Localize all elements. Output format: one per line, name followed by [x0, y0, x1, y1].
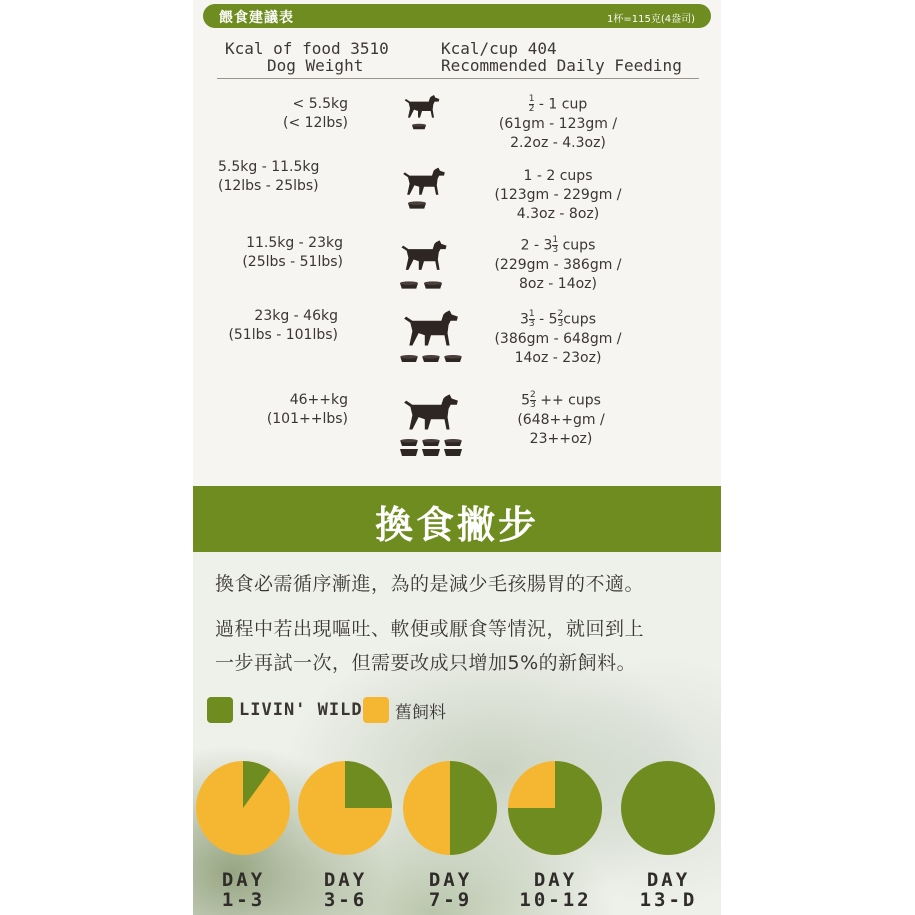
dog-icon-s [403, 168, 445, 195]
row-2-weight: 5.5kg - 11.5kg (12lbs - 25lbs) [218, 159, 320, 194]
transition-line-1: 換食必需循序漸進，為的是減少毛孩腸胃的不適。 [215, 573, 645, 595]
feeding-table-header-bar [203, 4, 711, 28]
legend-old-swatch [363, 697, 389, 723]
cup-conversion-note: 1杯=115克(4盎司) [607, 14, 695, 25]
row-3-weight: 11.5kg - 23kg (25lbs - 51lbs) [242, 235, 343, 270]
pie-day-5 [621, 761, 715, 855]
dog-size-icons [398, 93, 478, 453]
row-1-feeding: $\frac{1}{2}$ - 1 cup (61gm - 123gm / 2.2oz - 4.3oz) [498, 94, 618, 151]
pie-slice-new [621, 761, 715, 855]
row-3-feeding: 2 - 3 $\frac{1}{3}$ cups (229gm - 386gm / 8oz - 14oz) [494, 235, 622, 292]
pie-day-3 [403, 761, 497, 855]
day-label-1: DAY 1-3 [221, 869, 266, 911]
dog-icon-xl [404, 394, 458, 429]
row-2-feeding: 1 - 2 cups (123gm - 229gm / 4.3oz - 8oz) [494, 168, 622, 222]
dog-icon-m [401, 240, 446, 269]
kcal-per-cup: Kcal/cup 404 [441, 39, 557, 58]
dog-icon-l [404, 310, 458, 345]
row-5-feeding: 5 $\frac{2}{3}$ ++ cups (648++gm / 23++oz) [517, 390, 605, 447]
dog-weight-heading: Dog Weight [267, 56, 364, 75]
recommended-feeding-heading: Recommended Daily Feeding [441, 56, 682, 75]
day-label-4: DAY 10-12 [519, 869, 592, 911]
day-label-5: DAY 13-D [639, 869, 698, 911]
pie-day-2 [298, 761, 392, 855]
header-divider [217, 78, 699, 79]
transition-line-3: 一步再試一次，但需要改成只增加5%的新飼料。 [215, 652, 637, 674]
extra-bowls-icon [398, 447, 478, 461]
pie-slice-new [450, 761, 497, 855]
transition-title: 換食撇步 [374, 503, 539, 547]
day-label-3: DAY 7-9 [428, 869, 473, 911]
legend-new-swatch [207, 697, 233, 723]
kcal-of-food: Kcal of food 3510 [225, 39, 389, 58]
transition-pie-charts [193, 755, 721, 865]
feeding-guide-panel [193, 0, 721, 915]
legend-old-label: 舊飼料 [395, 703, 446, 723]
pie-slice-new [345, 761, 392, 808]
dog-icon-xs [405, 95, 440, 118]
row-4-weight: 23kg - 46kg (51lbs - 101lbs) [228, 308, 338, 343]
pie-day-4 [508, 761, 602, 855]
row-1-weight: < 5.5kg (< 12lbs) [283, 96, 348, 131]
row-5-weight: 46++kg (101++lbs) [266, 392, 348, 427]
row-4-feeding: 3 $\frac{1}{3}$ - 5 $\frac{2}{3}$ cups (386gm - 648gm / 14oz - 23oz) [494, 309, 622, 366]
feeding-table-title: 餵食建議表 [219, 10, 294, 26]
day-label-2: DAY 3-6 [323, 869, 368, 911]
pie-day-1 [196, 761, 290, 855]
legend-new-label: LIVIN' WILD [239, 700, 363, 720]
transition-line-2: 過程中若出現嘔吐、軟便或厭食等情況，就回到上 [215, 618, 645, 640]
